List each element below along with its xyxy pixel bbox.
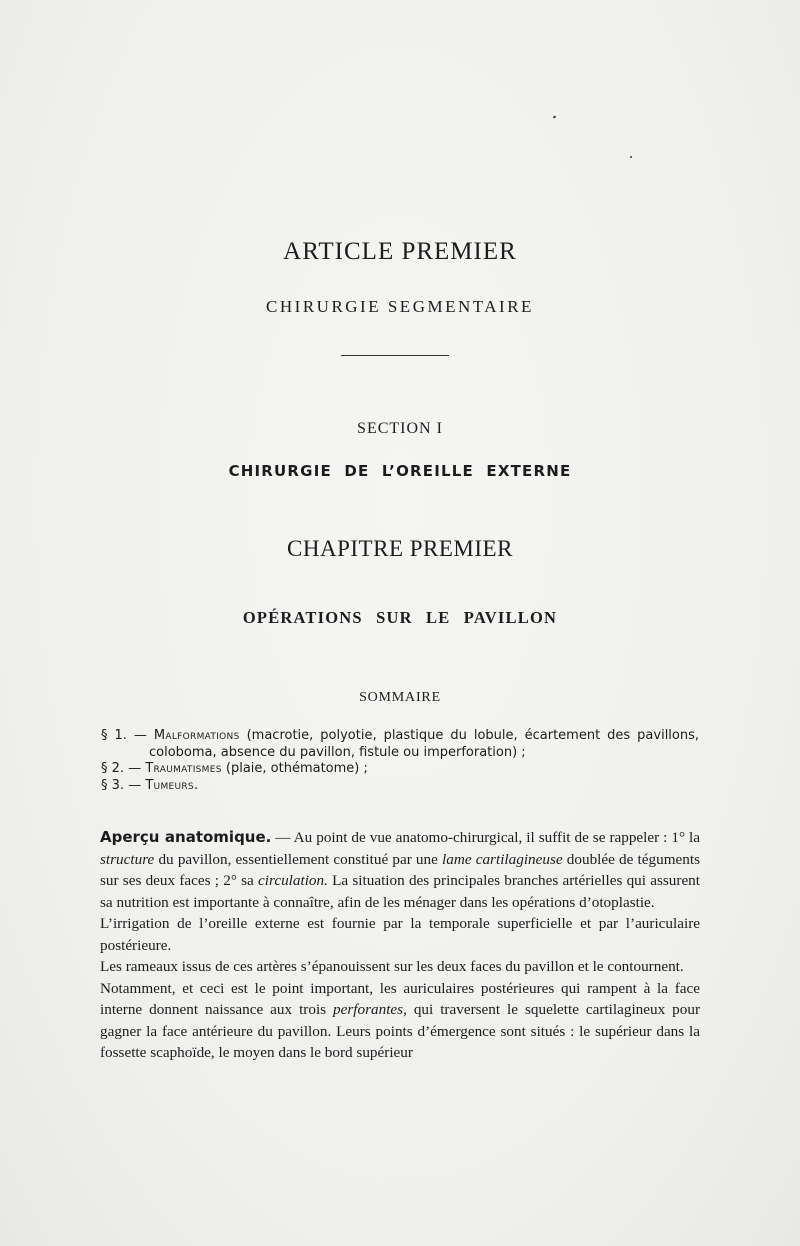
ink-speck (553, 115, 557, 118)
summary-item-detail: (macrotie, polyotie, plastique du lobule, écartement des pavillons, coloboma, absence du pavillon, fistule ou imperforation) ; (149, 728, 700, 760)
lead-heading: Aperçu anatomique. (100, 828, 272, 846)
paragraph-text: La situation des principales branches artérielles qui assurent sa nutrition est importante à connaître, afin de les ménager dans les opérations d’otoplastie. (100, 872, 700, 911)
ink-speck (630, 156, 632, 158)
paragraph (100, 827, 700, 913)
summary-item-number: § 3. — (101, 777, 142, 793)
paragraph-text: — Au point de vue anatomo-chirurgical, il suffit de se rappeler : 1° la (271, 829, 700, 846)
paragraph: Les rameaux issus de ces artères s’épanouissent sur les deux faces du pavillon et le contournent. (100, 958, 684, 975)
summary-item-topic: Traumatismes (145, 761, 222, 776)
summary-item-number: § 2. — (101, 761, 142, 776)
paragraph-text: du pavillon, essentiellement constitué par une (154, 850, 443, 868)
summary-item-detail: . (193, 777, 199, 793)
summary-item-topic: Malformations (153, 728, 240, 743)
article-subtitle: CHIRURGIE SEGMENTAIRE (266, 297, 534, 316)
paragraph: L’irrigation de l’oreille externe est fournie par la temporale superficielle et par l’auriculaire postérieure. (100, 915, 700, 954)
summary-item (101, 761, 699, 778)
summary-item (101, 728, 699, 761)
italic-term: lame cartilagineuse (442, 850, 563, 868)
summary-list (101, 728, 699, 794)
italic-term: perforantes (333, 1001, 404, 1018)
chapter-title: CHAPITRE PREMIER (287, 536, 513, 561)
paragraph (100, 978, 700, 1064)
section-title: CHIRURGIE DE L’OREILLE EXTERNE (228, 462, 572, 480)
summary-item-topic: Tumeurs (145, 777, 194, 793)
summary-item-number: § 1. — (101, 728, 147, 743)
paragraph-text: Notamment, et ceci est le point important, les auriculaires postérieures qui rampent à la face interne donnent naissance aux trois (100, 979, 700, 1018)
paragraph-text: doublée de téguments sur ses deux faces ; 2° sa (100, 850, 700, 889)
italic-term: structure (100, 850, 155, 868)
chapter-subtitle: OPÉRATIONS SUR LE PAVILLON (242, 608, 558, 627)
section-label: SECTION I (357, 420, 443, 437)
italic-term: circulation. (258, 872, 328, 889)
summary-item (101, 778, 699, 795)
summary-item-detail: (plaie, othématome) ; (221, 761, 368, 776)
paragraph-text: , qui traversent le squelette cartilagineux pour gagner la face antérieure du pavillon. Leurs points d’émergence sont situés : le supérieur dans la fossette scaphoïde, le moyen dans le bord supérieur (100, 1001, 700, 1061)
divider-rule (341, 355, 449, 356)
article-title: ARTICLE PREMIER (283, 238, 517, 265)
body-text (100, 827, 700, 1064)
summary-heading: SOMMAIRE (359, 690, 441, 705)
